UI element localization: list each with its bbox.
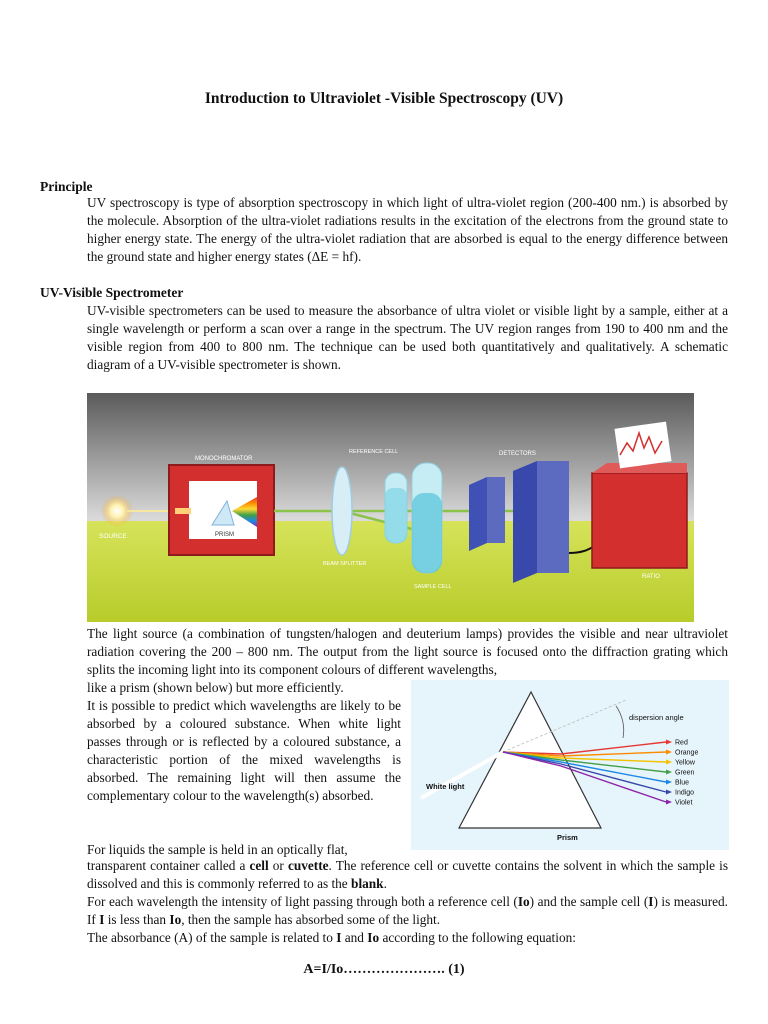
liquids-text-2: . The reference cell or cuvette contains the solvent in which the sample is dissolved and this is commonly referred to as the [87, 858, 728, 891]
label-prism-figure: Prism [557, 833, 578, 842]
prism-diagram [411, 680, 729, 850]
ratio-box [592, 473, 687, 568]
label-white-light: White light [426, 782, 465, 791]
term-cell: cell [249, 858, 269, 873]
principle-paragraph: UV spectroscopy is type of absorption spectroscopy in which light of ultra-violet region (200-400 nm.) is absorbed by the molecule. Absorption of the ultra-violet radiations results in the excitation of the electrons from the ground state to higher energy state. The energy of the ultra-violet radiation that are absorbed is equal to the energy difference between the ground state and higher energy states (ΔE = hf). [87, 195, 728, 264]
term-cuvette: cuvette [287, 858, 329, 873]
intensity-paragraph [87, 893, 728, 929]
intensity-text-1: For each wavelength the intensity of light passing through both a reference cell ( [87, 894, 518, 909]
absorbance-and: and [344, 930, 364, 945]
label-sample-cell: SAMPLE CELL [414, 584, 452, 590]
liquids-or: or [272, 858, 284, 873]
term-i: I [648, 894, 654, 909]
principle-heading: Principle [40, 179, 93, 194]
absorbance-paragraph [87, 929, 728, 947]
intensity-text-3: ) is measured. If [87, 894, 728, 927]
page-title: Introduction to Ultraviolet -Visible Spectroscopy (UV) [204, 90, 564, 107]
beam-splitter-lens [332, 467, 352, 555]
ray-label-red: Red [675, 739, 688, 747]
label-reference-cell: REFERENCE CELL [349, 449, 399, 455]
coloured-substance-paragraph: It is possible to predict which wavelengths are likely to be absorbed by a coloured substance. When white light passes through or is reflected by a coloured substance, a characteristic portion of the mixed wavelengths is absorbed. The remaining light will then assume the complementary colour to the wavelength(s) absorbed. [87, 698, 401, 803]
ray-label-violet: Violet [675, 799, 693, 807]
ray-label-indigo: Indigo [675, 789, 695, 797]
label-prism: PRISM [215, 532, 235, 538]
light-source-paragraph: The light source (a combination of tungsten/halogen and deuterium lamps) provides the visible and near ultraviolet radiation covering the 200 – 800 nm. The output from the light source is focused onto the diffraction grating which splits the incoming light into its component colours of different wavelengths, [87, 626, 728, 677]
liquids-text-1: transparent container called a [87, 858, 246, 873]
ray-label-yellow: Yellow [675, 759, 695, 767]
light-source-paragraph-end: like a prism (shown below) but more efficiently. [87, 680, 344, 695]
label-ratio: RATIO [642, 574, 660, 580]
label-dispersion-angle: dispersion angle [629, 713, 684, 722]
ray-label-blue: Blue [675, 779, 690, 787]
ray-label-green: Green [675, 769, 695, 777]
intensity-text-5: , then the sample has absorbed some of the light. [181, 912, 441, 927]
term-i-2: I [99, 912, 105, 927]
absorbance-term-i: I [336, 930, 342, 945]
term-io-2: Io [169, 912, 182, 927]
intensity-text-2: ) and the sample cell ( [529, 894, 649, 909]
spectrometer-diagram [87, 393, 694, 622]
absorbance-text-2: according to the following equation: [382, 930, 576, 945]
intensity-text-4: is less than [107, 912, 167, 927]
absorbance-equation: A=I/Io…………………. (1) [303, 962, 465, 977]
label-source: SOURCE [99, 533, 127, 540]
ray-label-orange: Orange [675, 749, 699, 757]
label-beam-splitter: BEAM SPLITTER [323, 561, 367, 567]
liquids-paragraph [87, 857, 728, 893]
label-monochromator: MONOCHROMATOR [195, 456, 253, 462]
absorbance-term-io: Io [367, 930, 380, 945]
liquids-paragraph-start: For liquids the sample is held in an optically flat, [87, 842, 348, 857]
liquids-period: . [383, 876, 387, 891]
detector-reference [469, 477, 487, 551]
label-detectors: DETECTORS [499, 451, 536, 457]
spectrometer-paragraph: UV-visible spectrometers can be used to measure the absorbance of ultra violet or visible light by a sample, either at a single wavelength or perform a scan over a range in the spectrum. The UV region ranges from 190 to 400 nm and the visible region from 400 to 800 nm. The technique can be used both quantitatively and qualitatively. A schematic diagram of a UV-visible spectrometer is shown. [87, 303, 728, 372]
term-io: Io [517, 894, 530, 909]
term-blank: blank [351, 876, 384, 891]
absorbance-text-1: The absorbance (A) of the sample is related to [87, 930, 333, 945]
detector-sample [513, 461, 537, 583]
spectrometer-heading: UV-Visible Spectrometer [40, 285, 184, 300]
